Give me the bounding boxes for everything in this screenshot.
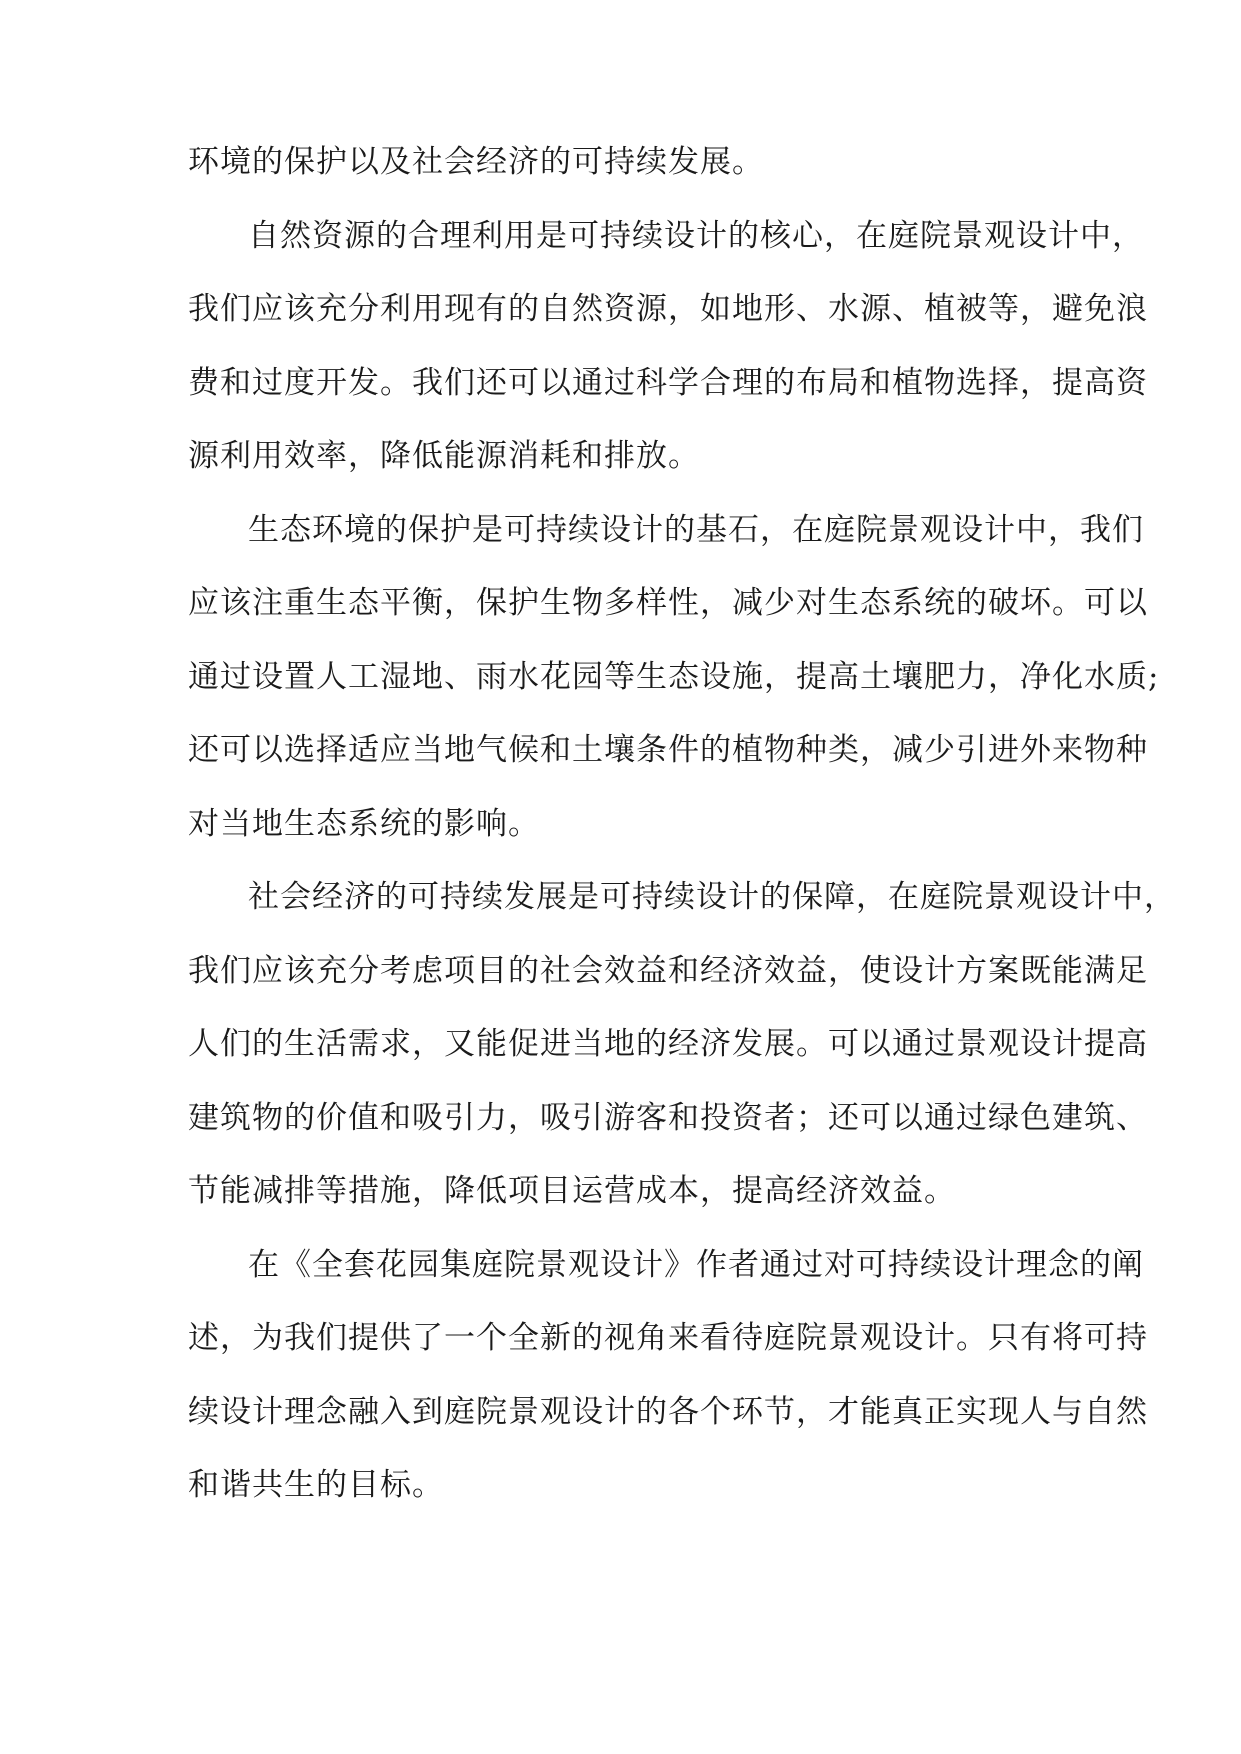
text-line: 节能减排等措施，降低项目运营成本，提高经济效益。 [188,1173,956,1209]
text-line: 和谐共生的目标。 [188,1467,444,1503]
text-line: 述，为我们提供了一个全新的视角来看待庭院景观设计。只有将可持 [188,1320,1148,1356]
text-line: 人们的生活需求，又能促进当地的经济发展。可以通过景观设计提高 [188,1026,1148,1062]
text-line: 应该注重生态平衡，保护生物多样性，减少对生态系统的破坏。可以 [188,585,1148,621]
text-line: 我们应该充分利用现有的自然资源，如地形、水源、植被等，避免浪 [188,291,1148,327]
text-line: 通过设置人工湿地、雨水花园等生态设施，提高土壤肥力，净化水质; [188,658,1160,695]
body-text [188,140,1176,1537]
text-line: 还可以选择适应当地气候和土壤条件的植物种类，减少引进外来物种 [188,732,1148,768]
paragraph-start-line: 自然资源的合理利用是可持续设计的核心，在庭院景观设计中， [248,217,1144,254]
text-line: 我们应该充分考虑项目的社会效益和经济效益，使设计方案既能满足 [188,952,1148,989]
paragraph-start-line: 在《全套花园集庭院景观设计》作者通过对可持续设计理念的阐 [248,1246,1144,1283]
text-line: 对当地生态系统的影响。 [188,805,540,842]
text-line: 续设计理念融入到庭院景观设计的各个环节，才能真正实现人与自然 [188,1393,1148,1430]
paragraph-start-line: 生态环境的保护是可持续设计的基石，在庭院景观设计中，我们 [248,511,1144,548]
text-line: 源利用效率，降低能源消耗和排放。 [188,438,700,474]
text-line: 建筑物的价值和吸引力，吸引游客和投资者；还可以通过绿色建筑、 [188,1099,1148,1136]
text-line: 环境的保护以及社会经济的可持续发展。 [188,144,764,180]
paragraph-start-line: 社会经济的可持续发展是可持续设计的保障，在庭院景观设计中， [248,879,1176,915]
text-line: 费和过度开发。我们还可以通过科学合理的布局和植物选择，提高资 [188,364,1148,401]
